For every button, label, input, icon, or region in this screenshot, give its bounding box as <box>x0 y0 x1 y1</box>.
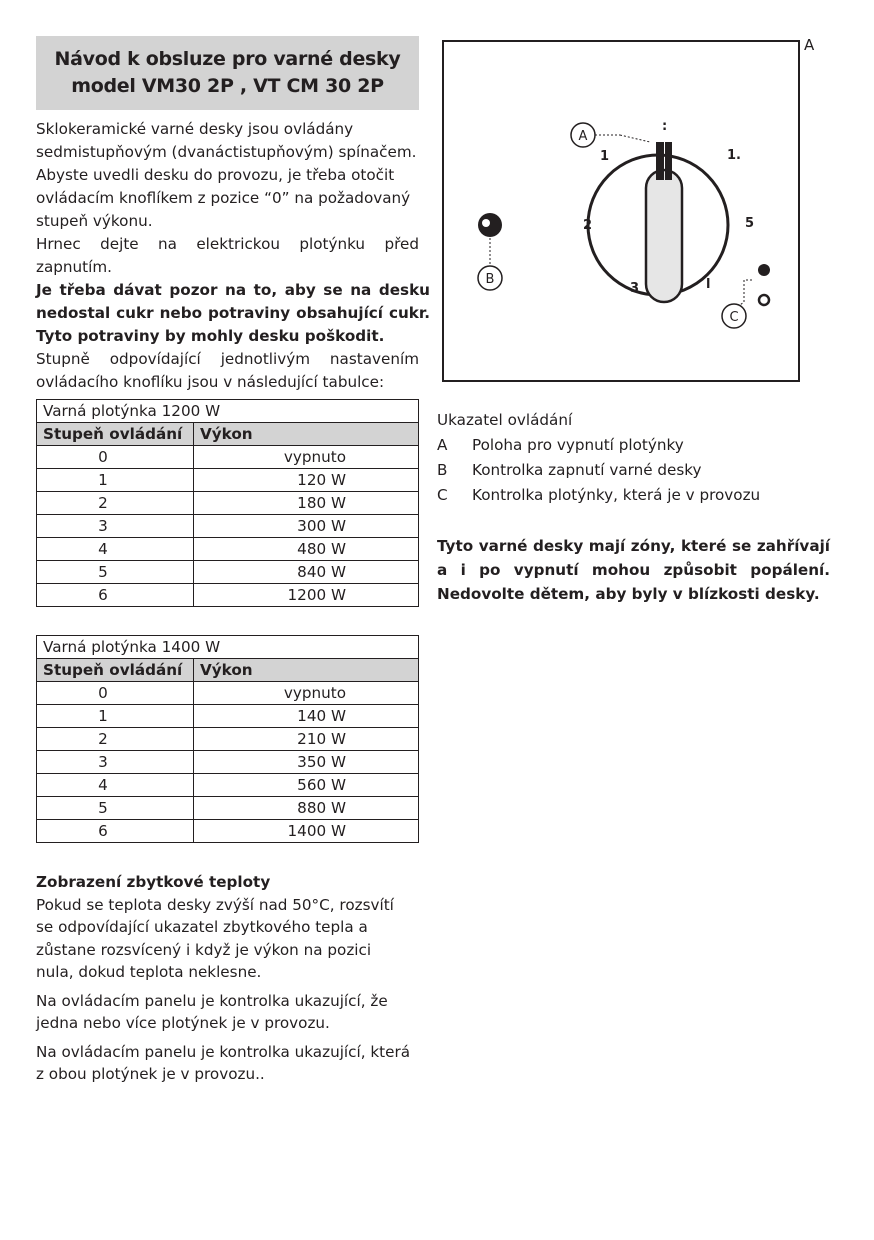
zone-indicator-on-icon <box>758 264 770 276</box>
callout-a-label: A <box>578 129 588 144</box>
table-row <box>37 751 419 774</box>
callout-b-label: B <box>485 272 495 287</box>
power-cell: vypnuto <box>194 682 419 705</box>
callout-c-label: C <box>729 310 739 325</box>
table-row <box>37 797 419 820</box>
table-row <box>37 469 419 492</box>
paragraph-line: Na ovládacím panelu je kontrolka ukazující, že <box>36 991 388 1010</box>
power-cell: 840 W <box>194 561 419 584</box>
paragraph-line: jedna nebo více plotýnek je v provozu. <box>36 1014 330 1032</box>
table-header-row <box>37 423 419 446</box>
power-cell: 210 W <box>194 728 419 751</box>
power-cell: 1400 W <box>194 820 419 843</box>
knob-step-label: 2 <box>583 218 593 233</box>
paragraph-line: se odpovídající ukazatel zbytkového tepla a <box>36 918 368 936</box>
paragraph-line: nula, dokud teplota neklesne. <box>36 963 262 981</box>
warning-sugar-line: Je třeba dávat pozor na to, aby se na desku <box>36 281 430 299</box>
table-row <box>37 492 419 515</box>
knob-step-label: 3 <box>630 281 640 296</box>
knob-pointer <box>656 142 664 180</box>
power-cell: 180 W <box>194 492 419 515</box>
column-header-power: Výkon <box>194 423 419 446</box>
column-header-step: Stupeň ovládání <box>37 659 194 682</box>
step-cell: 6 <box>37 820 194 843</box>
knob-grip <box>646 170 682 302</box>
legend-item <box>437 483 760 508</box>
paragraph-line: Na ovládacím panelu je kontrolka ukazující, která <box>36 1042 410 1061</box>
knob-pointer-shadow <box>665 142 672 180</box>
table-row <box>37 538 419 561</box>
table-row <box>37 584 419 607</box>
page-title <box>36 36 419 110</box>
callout-a-leader <box>620 135 650 142</box>
power-table-1200 <box>36 399 419 607</box>
warning-line: a i po vypnutí mohou způsobit popálení. <box>437 561 830 579</box>
power-table-1400 <box>36 635 419 843</box>
table-caption-row <box>37 636 419 659</box>
table-row <box>37 728 419 751</box>
knob-illustration <box>444 42 798 380</box>
intro-line: ovládacím knoflíkem z pozice “0” na požadovaný <box>36 189 411 207</box>
warning-line: Nedovolte dětem, aby byly v blízkosti desky. <box>437 585 820 603</box>
power-cell: 140 W <box>194 705 419 728</box>
corner-label: A <box>804 36 815 54</box>
legend-key: C <box>437 486 448 504</box>
power-cell: vypnuto <box>194 446 419 469</box>
paragraph-line: zůstane rozsvícený i když je výkon na pozici <box>36 940 372 959</box>
step-cell: 6 <box>37 584 194 607</box>
step-cell: 2 <box>37 728 194 751</box>
power-indicator-icon <box>478 213 502 237</box>
column-header-step: Stupeň ovládání <box>37 423 194 446</box>
legend-key: A <box>437 436 448 454</box>
warning-sugar-line: Tyto potraviny by mohly desku poškodit. <box>36 327 385 345</box>
zone-indicator-off-icon <box>759 295 769 305</box>
table-row <box>37 705 419 728</box>
paragraph-line: Pokud se teplota desky zvýší nad 50°C, rozsvítí <box>36 895 394 914</box>
title-line-2: model VM30 2P , VT CM 30 2P <box>71 75 384 97</box>
table-row <box>37 561 419 584</box>
table-row <box>37 446 419 469</box>
table-header-row <box>37 659 419 682</box>
step-cell: 2 <box>37 492 194 515</box>
power-cell: 480 W <box>194 538 419 561</box>
table-caption-row <box>37 400 419 423</box>
burn-warning <box>437 534 830 606</box>
title-line-1: Návod k obsluze pro varné desky <box>54 48 401 70</box>
step-cell: 4 <box>37 538 194 561</box>
residual-heat-section <box>36 871 426 1086</box>
step-cell: 3 <box>37 751 194 774</box>
knob-mark-off: : <box>662 119 668 134</box>
legend-title: Ukazatel ovládání <box>437 411 573 429</box>
step-cell: 1 <box>37 469 194 492</box>
control-knob-diagram <box>442 40 800 382</box>
legend-item <box>437 433 760 458</box>
step-cell: 0 <box>37 682 194 705</box>
power-cell: 120 W <box>194 469 419 492</box>
power-cell: 350 W <box>194 751 419 774</box>
table-row <box>37 820 419 843</box>
intro-line: Hrnec dejte na elektrickou plotýnku před <box>36 235 419 253</box>
legend-key: B <box>437 461 448 479</box>
knob-step-label: l <box>706 277 711 292</box>
knob-step-label: 1. <box>727 148 741 163</box>
legend-text: Kontrolka plotýnky, která je v provozu <box>472 486 761 504</box>
step-cell: 0 <box>37 446 194 469</box>
table-caption: Varná plotýnka 1200 W <box>37 400 419 423</box>
paragraph-line: z obou plotýnek je v provozu.. <box>36 1065 265 1083</box>
warning-line: Tyto varné desky mají zóny, které se zahřívají <box>437 537 830 555</box>
power-cell: 560 W <box>194 774 419 797</box>
power-cell: 1200 W <box>194 584 419 607</box>
intro-line: Abyste uvedli desku do provozu, je třeba otočit <box>36 166 395 184</box>
table-row <box>37 515 419 538</box>
intro-line: Sklokeramické varné desky jsou ovládány <box>36 120 354 138</box>
power-cell: 880 W <box>194 797 419 820</box>
intro-text <box>36 118 430 394</box>
power-cell: 300 W <box>194 515 419 538</box>
knob-step-label: 1 <box>600 149 610 164</box>
diagram-legend <box>437 408 760 508</box>
callout-c-leader <box>736 280 752 308</box>
legend-text: Kontrolka zapnutí varné desky <box>472 461 702 479</box>
step-cell: 5 <box>37 797 194 820</box>
power-indicator-highlight <box>482 219 490 227</box>
intro-line: ovládacího knoflíku jsou v následující tabulce: <box>36 373 385 391</box>
knob-step-label: 5 <box>745 216 755 231</box>
intro-line: zapnutím. <box>36 258 112 276</box>
section-heading: Zobrazení zbytkové teploty <box>36 873 271 891</box>
step-cell: 5 <box>37 561 194 584</box>
step-cell: 4 <box>37 774 194 797</box>
table-row <box>37 774 419 797</box>
table-caption: Varná plotýnka 1400 W <box>37 636 419 659</box>
intro-line: sedmistupňovým (dvanáctistupňovým) spínačem. <box>36 143 417 161</box>
step-cell: 1 <box>37 705 194 728</box>
warning-sugar-line: nedostal cukr nebo potraviny obsahující cukr. <box>36 304 430 322</box>
step-cell: 3 <box>37 515 194 538</box>
intro-line: stupeň výkonu. <box>36 212 153 230</box>
intro-line: Stupně odpovídající jednotlivým nastavením <box>36 350 419 368</box>
legend-item <box>437 458 760 483</box>
legend-text: Poloha pro vypnutí plotýnky <box>472 436 684 454</box>
column-header-power: Výkon <box>194 659 419 682</box>
table-row <box>37 682 419 705</box>
